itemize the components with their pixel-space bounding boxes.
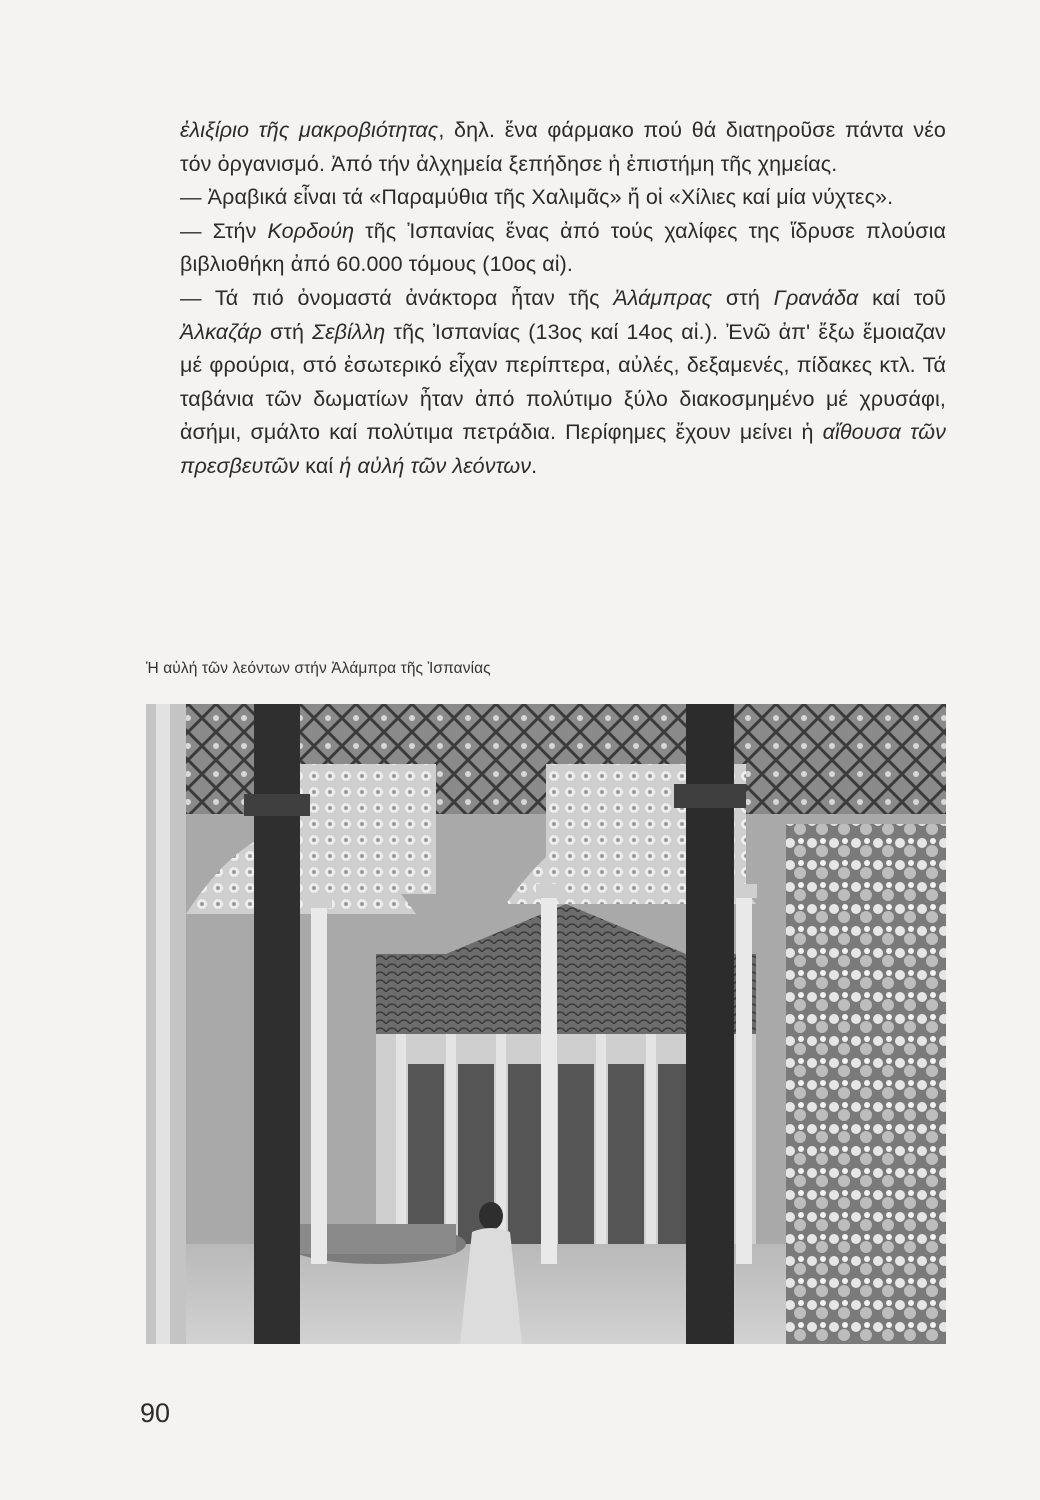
text-run: τῆς Ἰσπανίας (13ος καί 14ος αἰ.). Ἐνῶ ἀπ' ἔξω ἔμοιαζαν μέ φρούρια, στό ἐσωτερικό εἶχαν περίπτερα, αὐλές, δεξαμενές, πίδακες κτλ. Τά ταβάνια τῶν δωματίων ἦταν ἀπό πολύτιμο ξύλο διακοσμημένο μέ χρυσάφι, ἀσήμι, σμάλτο καί πολύτιμα πετράδια. Περίφημες ἔχουν μείνει ἡ xyxy=(180,319,946,445)
text-run: , δηλ. ἕνα φάρμακο πού θά διατηροῦσε πάντα νέο τόν ὀργανισμό. Ἀπό τήν ἀλχημεία ξεπήδησε ἡ ἐπιστήμη τῆς χημείας. xyxy=(180,118,946,176)
text-run: ἡ αὐλή τῶν λεόντων xyxy=(339,453,532,478)
text-run: καί τοῦ xyxy=(858,285,946,310)
text-run: Ἀλκαζάρ xyxy=(180,319,262,344)
paragraph-palaces xyxy=(180,282,946,484)
paragraph-cordoba xyxy=(180,215,946,282)
text-run: Σεβίλλη xyxy=(312,319,386,344)
text-run: . xyxy=(531,453,538,478)
text-run: καί xyxy=(299,453,340,478)
body-text xyxy=(180,114,946,484)
text-run: ἐλιξίριο τῆς μακροβιότητας xyxy=(180,118,439,142)
text-run: — Ἀραβικά εἶναι τά «Παραμύθια τῆς Χαλιμᾶς» ἤ οἱ «Χίλιες καί μία νύχτες». xyxy=(180,185,894,210)
photo-caption: Ἡ αὐλή τῶν λεόντων στήν Ἀλάμπρα τῆς Ἰσπανίας xyxy=(146,660,491,677)
text-run: Κορδούη xyxy=(267,218,355,243)
text-run: — Στήν xyxy=(180,218,268,243)
text-run: τῆς Ἰσπανίας ἕνας ἀπό τούς χαλίφες της ἵδρυσε πλούσια βιβλιοθήκη ἀπό 60.000 τόμους (10ος αἰ). xyxy=(180,218,947,277)
paragraph-elixir xyxy=(180,114,946,181)
page-number: 90 xyxy=(140,1398,171,1428)
paragraph-arabian-nights xyxy=(180,181,946,215)
text-run: Γρανάδα xyxy=(773,285,859,310)
text-run: στή xyxy=(261,319,313,344)
text-run: — Τά πιό ὀνομαστά ἀνάκτορα ἦταν τῆς xyxy=(180,285,614,310)
text-run: στή xyxy=(712,285,774,310)
alhambra-court-of-lions-photo xyxy=(146,704,946,1344)
text-run: Ἀλάμπρας xyxy=(613,285,713,310)
text-run: αἴθουσα τῶν πρεσβευτῶν xyxy=(180,420,947,478)
